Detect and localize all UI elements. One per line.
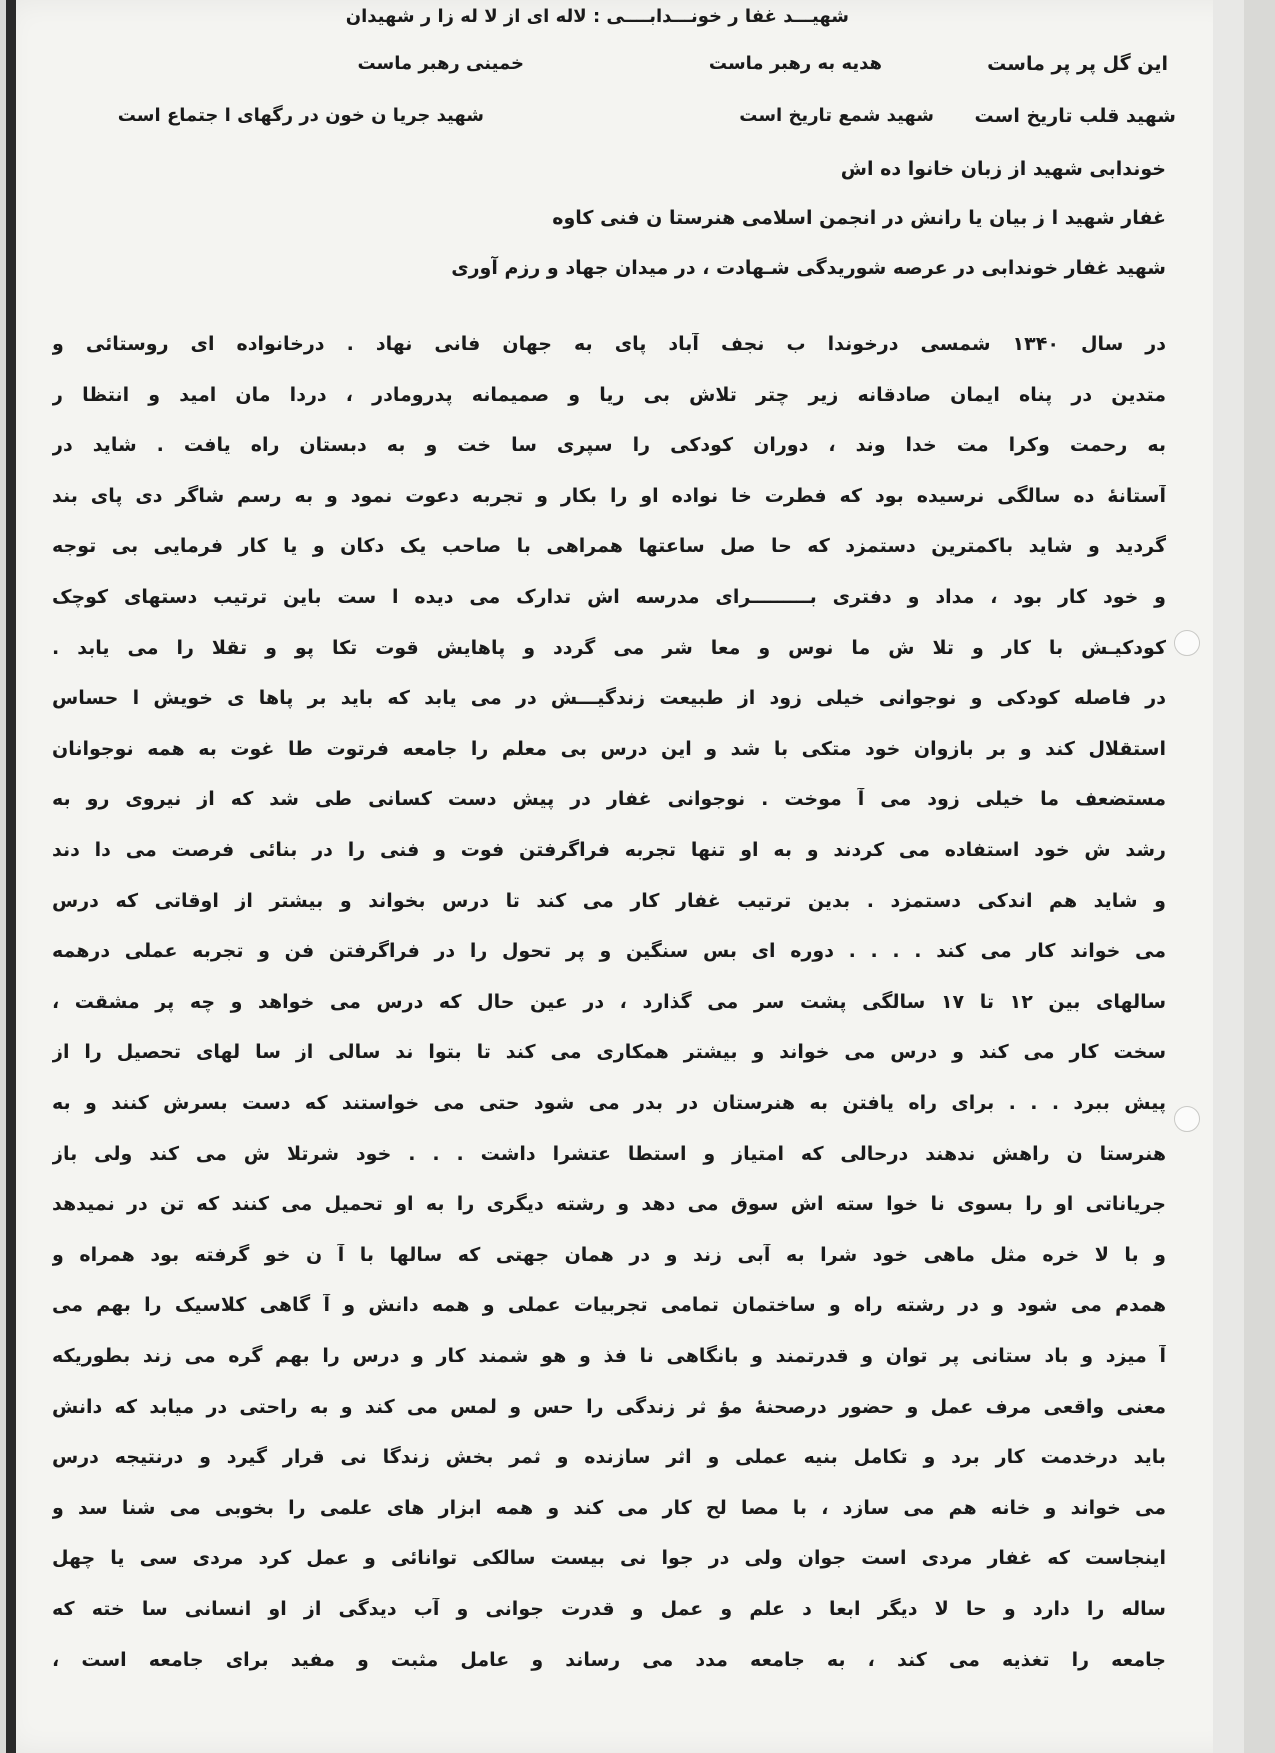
body-line: پیش ببرد . . . برای راه یافتن به هنرستان در بدر می شود حتی می خواستند که دست بسرش کنند و به xyxy=(52,1092,1166,1114)
body-line: رشد ش خود استفاده می کردند و به او تنها تجربه فراگرفتن فوت و فنی را در بنائی فرصت می دا دند xyxy=(52,839,1166,861)
body-line: استقلال کند و بر بازوان خود متکی با شد و این درس بی معلم را جامعه فرتوت طا غوت به همه نوجوانان xyxy=(52,737,1166,760)
body-line: جامعه را تغذیه می کند ، به جامعه مدد می رساند و عامل مثبت و مفید برای جامعه است ، xyxy=(52,1648,1166,1671)
body-line: به رحمت وکرا مت خدا وند ، دوران کودکی را سپری سا خت و به دبستان راه یافت . شاید در xyxy=(52,434,1166,457)
body-line: آ میزد و باد ستانی پر توان و قدرتمند و بانگاهی نا فذ و هو شمند کار و درس را بهم گره می زند بطوریکه xyxy=(52,1345,1166,1367)
body-line: همدم می شود و در رشته راه و ساختمان تمامی تجربیات عملی و همه دانش و آ گاهی کلاسیک را بهم می xyxy=(52,1294,1166,1317)
body-line: و شاید هم اندکی دستمزد . بدین ترتیب غفار کار می کند تا درس بخواند و بیشتر از اوقاتی که درس xyxy=(52,889,1166,912)
punch-hole-bottom xyxy=(1174,1106,1200,1132)
body-line: هنرستا ن راهش ندهند درحالی که امتیاز و استطا عتشرا داشت . . . خود شرتلا ش می کند ولی باز xyxy=(52,1142,1166,1165)
scan-edge-right xyxy=(1213,0,1244,1753)
body-line: جریاناتی او را بسوی نا خوا سته اش سوق می دهد و رشته دیگری را به او تحمیل می کنند که تن در نمیدهد xyxy=(52,1193,1166,1216)
body-line: در سال ۱۳۴۰ شمسی درخوندا ب نجف آباد پای به جهان فانی نهاد . درخانواده ای روستائی و xyxy=(52,333,1166,355)
body-line: آستانهٔ ده سالگی نرسیده بود که فطرت خا نواده او را بکار و تجربه دعوت نمود و به رسم شاگر دی پای بند xyxy=(52,484,1166,507)
slogan-5: شهید شمع تاریخ است xyxy=(739,105,934,126)
punch-hole-top xyxy=(1174,630,1200,656)
body-line: متدین در پناه ایمان صادقانه زیر چتر تلاش بی ریا و صمیمانه پدرومادر ، دردا مان امید و انتظا ر xyxy=(52,383,1166,406)
document-title: شهیـــد غفا ر خونـــدابــــی : لاله ای از لا له زا ر شهیدان xyxy=(345,6,849,27)
scan-edge-left xyxy=(6,0,16,1753)
body-line: ساله را دارد و حا لا دیگر ابعا د علم و عمل و قدرت جوانی و آب دیدگی از او انسانی سا خته که xyxy=(52,1598,1166,1620)
body-line: می خواند کار می کند . . . . دوره ای بس سنگین و پر تحول را در فراگرفتن فن و تجربه عملی درهمه xyxy=(52,940,1166,963)
body-line: اینجاست که غفار مردی است جوان ولی در جوا نی بیست سالکی توانائی و عمل کرد مردی سی یا چهل xyxy=(52,1547,1166,1570)
body-line: و خود کار بود ، مداد و دفتری بـــــــــرای مدرسه اش تدارک می دیده ا ست باین ترتیب دستهای کوچک xyxy=(52,586,1166,608)
body-line: گردید و شاید باکمترین دستمزد که حا صل ساعتها همراهی با صاحب یک دکان و یا کار فرمایی بی توجه xyxy=(52,535,1166,558)
slogan-1: این گل پر پر ماست xyxy=(987,53,1168,75)
body-line: باید درخدمت کار برد و تکامل بنیه عملی و اثر سازنده و ثمر بخش زندگا نی قرار گیرد و درنتیجه درس xyxy=(52,1446,1166,1469)
slogan-3: خمینی رهبر ماست xyxy=(357,53,524,74)
slogan-6: شهید جریا ن خون در رگهای ا جتماع است xyxy=(117,105,484,126)
slogan-2: هدیه به رهبر ماست xyxy=(708,53,882,74)
section-heading-friends: غفار شهید ا ز بیان یا رانش در انجمن اسلامی هنرستا ن فنی کاوه xyxy=(552,207,1166,229)
section-heading-family: خوندابی شهید از زبان خانوا ده اش xyxy=(840,158,1166,180)
body-line: می خواند و خانه هم می سازد ، با مصا لح کار می کند و همه ابزار های علمی را بخوبی می شنا سد و xyxy=(52,1496,1166,1519)
body-line: مستضعف ما خیلی زود می آ موخت . نوجوانی غفار در پیش دست کسانی طی شد که از نیروی رو به xyxy=(52,788,1166,811)
body-line: کودکیـش با کار و تلا ش ما نوس و معا شر می گردد و پاهایش قوت تکا پو و تقلا را می یابد . xyxy=(52,636,1166,659)
body-line: سخت کار می کند و درس می خواند و بیشتر همکاری می کند تا بتوا ند سالی از سا لهای تحصیل را از xyxy=(52,1041,1166,1064)
body-line: و با لا خره مثل ماهی خود شرا به آبی زند و در همان جهتی که سالها با آ ن خو گرفته بود همراه و xyxy=(52,1243,1166,1266)
section-heading-martyrdom: شهید غفار خوندابی در عرصه شوریدگی شـهادت ، در میدان جهاد و رزم آوری xyxy=(451,257,1166,279)
body-line: معنی واقعی مرف عمل و حضور درصحنهٔ مؤ ثر زندگی را حس و لمس می کند و به راحتی در میابد که دانش xyxy=(52,1395,1166,1418)
body-line: در فاصله کودکی و نوجوانی خیلی زود از طبیعت زندگیـــش در می یابد که باید بر پاها ی خویش ا حساس xyxy=(52,687,1166,710)
body-line: سالهای بین ۱۲ تا ۱۷ سالگی پشت سر می گذارد ، در عین حال که درس می خواهد و چه پر مشقت ، xyxy=(52,990,1166,1013)
document-page xyxy=(6,0,1244,1753)
slogan-4: شهید قلب تاریخ است xyxy=(974,105,1176,127)
